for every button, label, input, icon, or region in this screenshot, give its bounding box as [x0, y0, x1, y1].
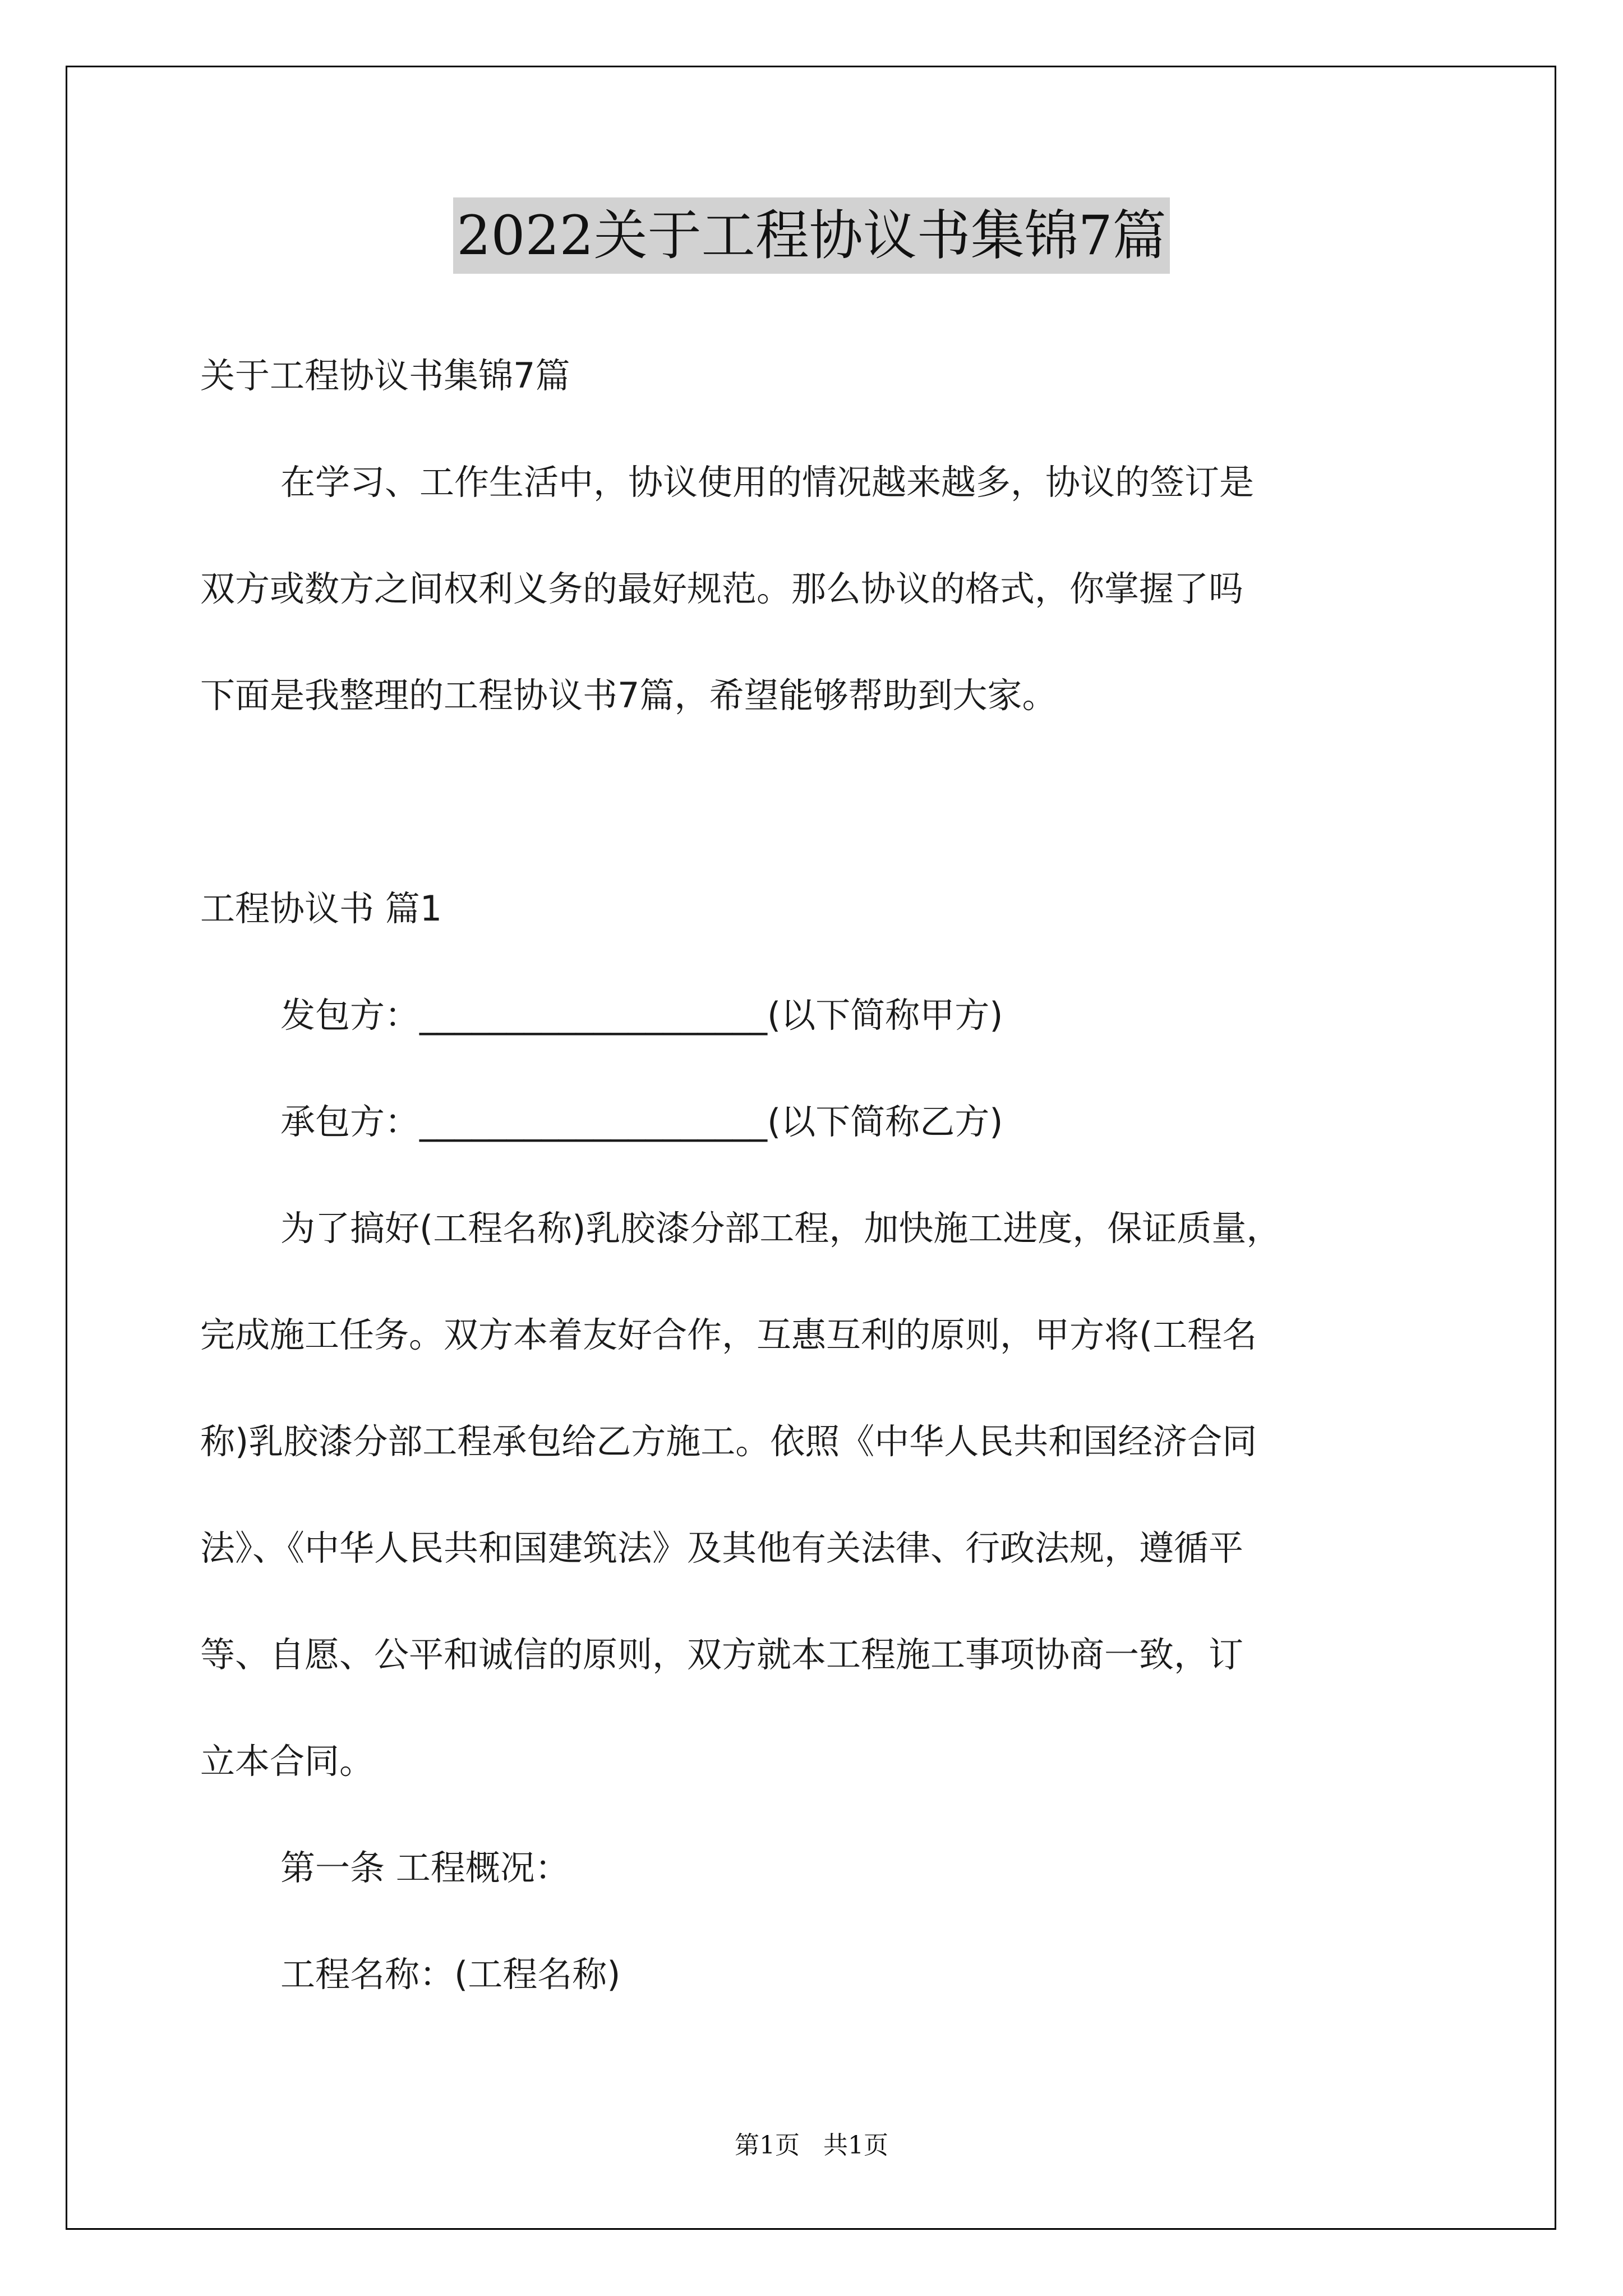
party-a-line: 发包方：____________________(以下简称甲方) [280, 995, 1003, 1036]
intro-line-3: 下面是我整理的工程协议书7篇，希望能够帮助到大家。 [200, 675, 1057, 716]
project-name-line: 工程名称：(工程名称) [280, 1954, 621, 1995]
intro-line-2: 双方或数方之间权利义务的最好规范。那么协议的格式，你掌握了吗 [200, 568, 1244, 609]
party-b-line: 承包方：____________________(以下简称乙方) [280, 1101, 1003, 1142]
body-line-1: 为了搞好(工程名称)乳胶漆分部工程，加快施工进度，保证质量， [280, 1208, 1281, 1249]
body-line-4: 法》、《中华人民共和国建筑法》及其他有关法律、行政法规，遵循平 [200, 1527, 1244, 1568]
page-footer [0, 2129, 1623, 2162]
page-number: 第1页 [735, 2131, 800, 2160]
body-line-5: 等、自愿、公平和诚信的原则，双方就本工程施工事项协商一致，订 [200, 1634, 1244, 1675]
article-1-heading: 第一条 工程概况： [280, 1847, 570, 1888]
page-total: 共1页 [823, 2131, 888, 2160]
document-title: 2022关于工程协议书集锦7篇 [453, 197, 1169, 274]
body-line-3: 称)乳胶漆分部工程承包给乙方施工。依照《中华人民共和国经济合同 [200, 1421, 1257, 1462]
section-heading: 工程协议书 篇1 [200, 888, 442, 929]
intro-line-1: 在学习、工作生活中，协议使用的情况越来越多，协议的签订是 [280, 462, 1255, 503]
subtitle: 关于工程协议书集锦7篇 [200, 355, 570, 396]
title-container [0, 197, 1623, 274]
body-line-6: 立本合同。 [200, 1741, 375, 1782]
body-line-2: 完成施工任务。双方本着友好合作，互惠互利的原则，甲方将(工程名 [200, 1314, 1257, 1355]
